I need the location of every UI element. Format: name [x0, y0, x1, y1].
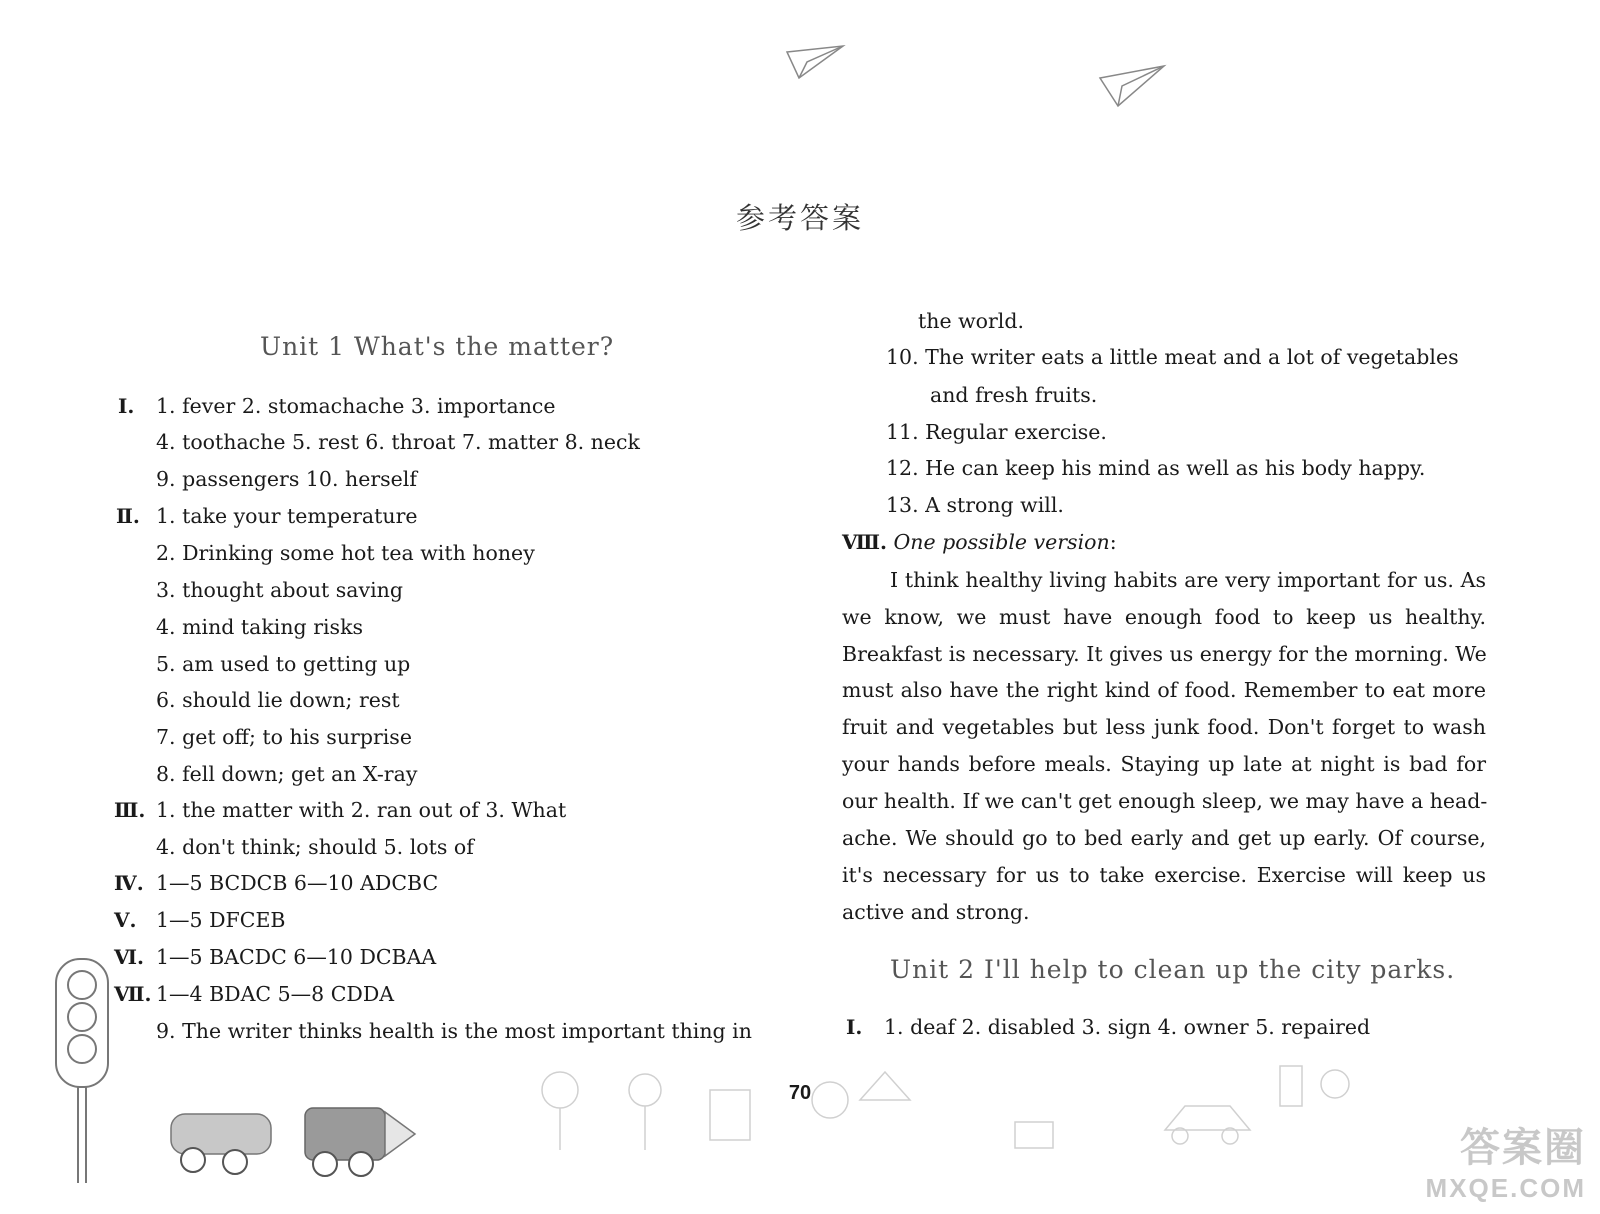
section-viii-heading: [842, 532, 1117, 553]
answer-line: 1—5 BCDCB 6—10 ADCBC: [156, 871, 439, 895]
traffic-light-illustration: [50, 955, 120, 1185]
paper-plane-icon: [785, 44, 847, 82]
answer-line: 1—5 DFCEB: [156, 908, 286, 932]
essay-line: fruit and vegetables but less junk food. Don't forget to wash: [842, 715, 1486, 739]
section-numeral: Ⅶ.: [114, 982, 152, 1006]
answer-line: 1. fever 2. stomachache 3. importance: [156, 394, 556, 418]
answer-line: 9. The writer thinks health is the most important thing in: [156, 1019, 752, 1043]
answer-line: 1. take your temperature: [156, 504, 418, 528]
watermark: [1426, 1116, 1586, 1204]
paper-plane-icon: [1098, 64, 1168, 110]
answer-line: 6. should lie down; rest: [156, 688, 400, 712]
section-numeral: Ⅳ.: [114, 871, 144, 895]
answer-line: 12. He can keep his mind as well as his body happy.: [886, 456, 1426, 480]
answer-line: 9. passengers 10. herself: [156, 467, 417, 491]
street-scene-illustration: [530, 1060, 1350, 1160]
watermark-en: MXQE.COM: [1425, 1173, 1586, 1203]
pencil-car-illustration: [165, 1100, 425, 1180]
essay-line: ache. We should go to bed early and get up early. Of course,: [842, 826, 1486, 850]
section-numeral: Ⅴ.: [114, 908, 137, 932]
answer-line: and fresh fruits.: [930, 383, 1098, 407]
page-title: 参考答案: [735, 201, 864, 235]
watermark-cn: 答案圈: [1460, 1126, 1586, 1170]
essay-line: I think healthy living habits are very important for us. As: [890, 568, 1486, 592]
essay-line: active and strong.: [842, 900, 1030, 924]
unit-2-title: Unit 2 I'll help to clean up the city parks.: [890, 955, 1456, 984]
section-numeral: Ⅰ.: [846, 1015, 863, 1039]
answer-line: 8. fell down; get an X-ray: [156, 762, 418, 786]
essay-line: Breakfast is necessary. It gives us energy for the morning. We: [842, 642, 1487, 666]
answer-line: 2. Drinking some hot tea with honey: [156, 541, 535, 565]
answer-line: 10. The writer eats a little meat and a lot of vegetables: [886, 345, 1459, 369]
version-label: One possible version: [893, 530, 1110, 554]
unit-1-title: Unit 1 What's the matter?: [260, 332, 615, 361]
answer-line: 1—4 BDAC 5—8 CDDA: [156, 982, 395, 1006]
answer-line: 11. Regular exercise.: [886, 420, 1107, 444]
essay-line: our health. If we can't get enough sleep, we may have a head-: [842, 789, 1488, 813]
answer-line: 1—5 BACDC 6—10 DCBAA: [156, 945, 437, 969]
essay-line: your hands before meals. Staying up late at night is bad for: [842, 752, 1486, 776]
answer-line: 1. the matter with 2. ran out of 3. What: [156, 798, 567, 822]
answer-line: 3. thought about saving: [156, 578, 403, 602]
section-numeral: Ⅷ.: [842, 530, 887, 554]
essay-line: we know, we must have enough food to keep us healthy.: [842, 605, 1486, 629]
answer-line: 13. A strong will.: [886, 493, 1064, 517]
answer-line: the world.: [918, 309, 1024, 333]
essay-line: must also have the right kind of food. Remember to eat more: [842, 678, 1486, 702]
version-colon: :: [1109, 530, 1117, 554]
section-numeral: Ⅰ.: [118, 394, 135, 418]
answer-line: 5. am used to getting up: [156, 652, 411, 676]
page-number: 70: [788, 1082, 812, 1104]
section-numeral: Ⅱ.: [116, 504, 140, 528]
answer-line: 4. don't think; should 5. lots of: [156, 835, 474, 859]
answer-line: 1. deaf 2. disabled 3. sign 4. owner 5. repaired: [884, 1015, 1371, 1039]
section-numeral: Ⅲ.: [114, 798, 146, 822]
answer-line: 7. get off; to his surprise: [156, 725, 412, 749]
essay-line: it's necessary for us to take exercise. Exercise will keep us: [842, 863, 1486, 887]
answer-line: 4. toothache 5. rest 6. throat 7. matter 8. neck: [156, 430, 640, 454]
section-numeral: Ⅵ.: [114, 945, 144, 969]
answer-line: 4. mind taking risks: [156, 615, 364, 639]
